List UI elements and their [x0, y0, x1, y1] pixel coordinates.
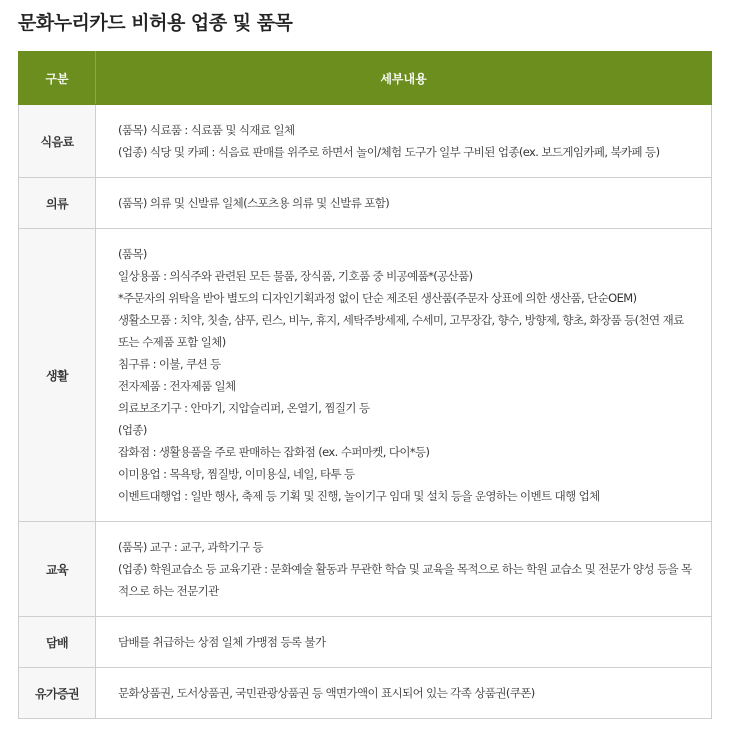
row-details — [96, 229, 712, 522]
table-row — [19, 178, 712, 229]
table-row — [19, 668, 712, 719]
detail-line: (품목) 교구 : 교구, 과학기구 등 — [118, 540, 263, 554]
restricted-items-table — [18, 51, 712, 719]
table-row — [19, 105, 712, 178]
detail-line: *주문자의 위탁을 받아 별도의 디자인기획과정 없이 단순 제조된 생산품(주문자 상표에 의한 생산품, 단순OEM) — [118, 291, 637, 305]
row-category: 교육 — [19, 522, 96, 617]
table-row — [19, 522, 712, 617]
header-category: 구분 — [19, 52, 96, 105]
row-category: 생활 — [19, 229, 96, 522]
detail-line: 담배를 취급하는 상점 일체 가맹점 등록 불가 — [118, 635, 326, 649]
row-category: 유가증권 — [19, 668, 96, 719]
page-title: 문화누리카드 비허용 업종 및 품목 — [18, 12, 293, 34]
detail-line: 전자제품 : 전자제품 일체 — [118, 379, 236, 393]
row-category: 식음료 — [19, 105, 96, 178]
detail-line: 이미용업 : 목욕탕, 찜질방, 이미용실, 네일, 타투 등 — [118, 467, 355, 481]
detail-line: (업종) 학원교습소 등 교육기관 : 문화예술 활동과 무관한 학습 및 교육을 목적으로 하는 학원 교습소 및 전문가 양성 등을 목적으로 하는 전문기관 — [118, 562, 692, 598]
detail-line: 잡화점 : 생활용품을 주로 판매하는 잡화점 (ex. 수퍼마켓, 다이*등) — [118, 445, 430, 459]
detail-line: 일상용품 : 의식주와 관련된 모든 물품, 장식품, 기호품 중 비공예품*(공산품) — [118, 269, 473, 283]
table-row — [19, 617, 712, 668]
detail-line: (품목) 식료품 : 식료품 및 식재료 일체 — [118, 123, 295, 137]
row-category: 담배 — [19, 617, 96, 668]
header-details: 세부내용 — [96, 52, 712, 105]
detail-line: 이벤트대행업 : 일반 행사, 축제 등 기획 및 진행, 놀이기구 임대 및 설치 등을 운영하는 이벤트 대행 업체 — [118, 489, 600, 503]
row-details — [96, 178, 712, 229]
row-details — [96, 617, 712, 668]
row-details — [96, 105, 712, 178]
table-header-row — [19, 52, 712, 105]
row-details — [96, 668, 712, 719]
detail-line: (업종) 식당 및 카페 : 식음료 판매를 위주로 하면서 놀이/체험 도구가 일부 구비된 업종(ex. 보드게임카페, 북카페 등) — [118, 145, 660, 159]
detail-line: 의료보조기구 : 안마기, 지압슬리퍼, 온열기, 찜질기 등 — [118, 401, 370, 415]
detail-line: 문화상품권, 도서상품권, 국민관광상품권 등 액면가액이 표시되어 있는 각족 상품권(쿠폰) — [118, 686, 535, 700]
detail-line: (품목) 의류 및 신발류 일체(스포츠용 의류 및 신발류 포함) — [118, 196, 390, 210]
table-row — [19, 229, 712, 522]
row-details — [96, 522, 712, 617]
row-category: 의류 — [19, 178, 96, 229]
detail-line: (품목) — [118, 247, 147, 261]
detail-line: 침구류 : 이불, 쿠션 등 — [118, 357, 221, 371]
detail-line: 생활소모품 : 치약, 칫솔, 샴푸, 린스, 비누, 휴지, 세탁주방세제, 수세미, 고무장갑, 향수, 방향제, 향초, 화장품 등(천연 재료 또는 수제품 포함 일체) — [118, 313, 684, 349]
detail-line: (업종) — [118, 423, 147, 437]
